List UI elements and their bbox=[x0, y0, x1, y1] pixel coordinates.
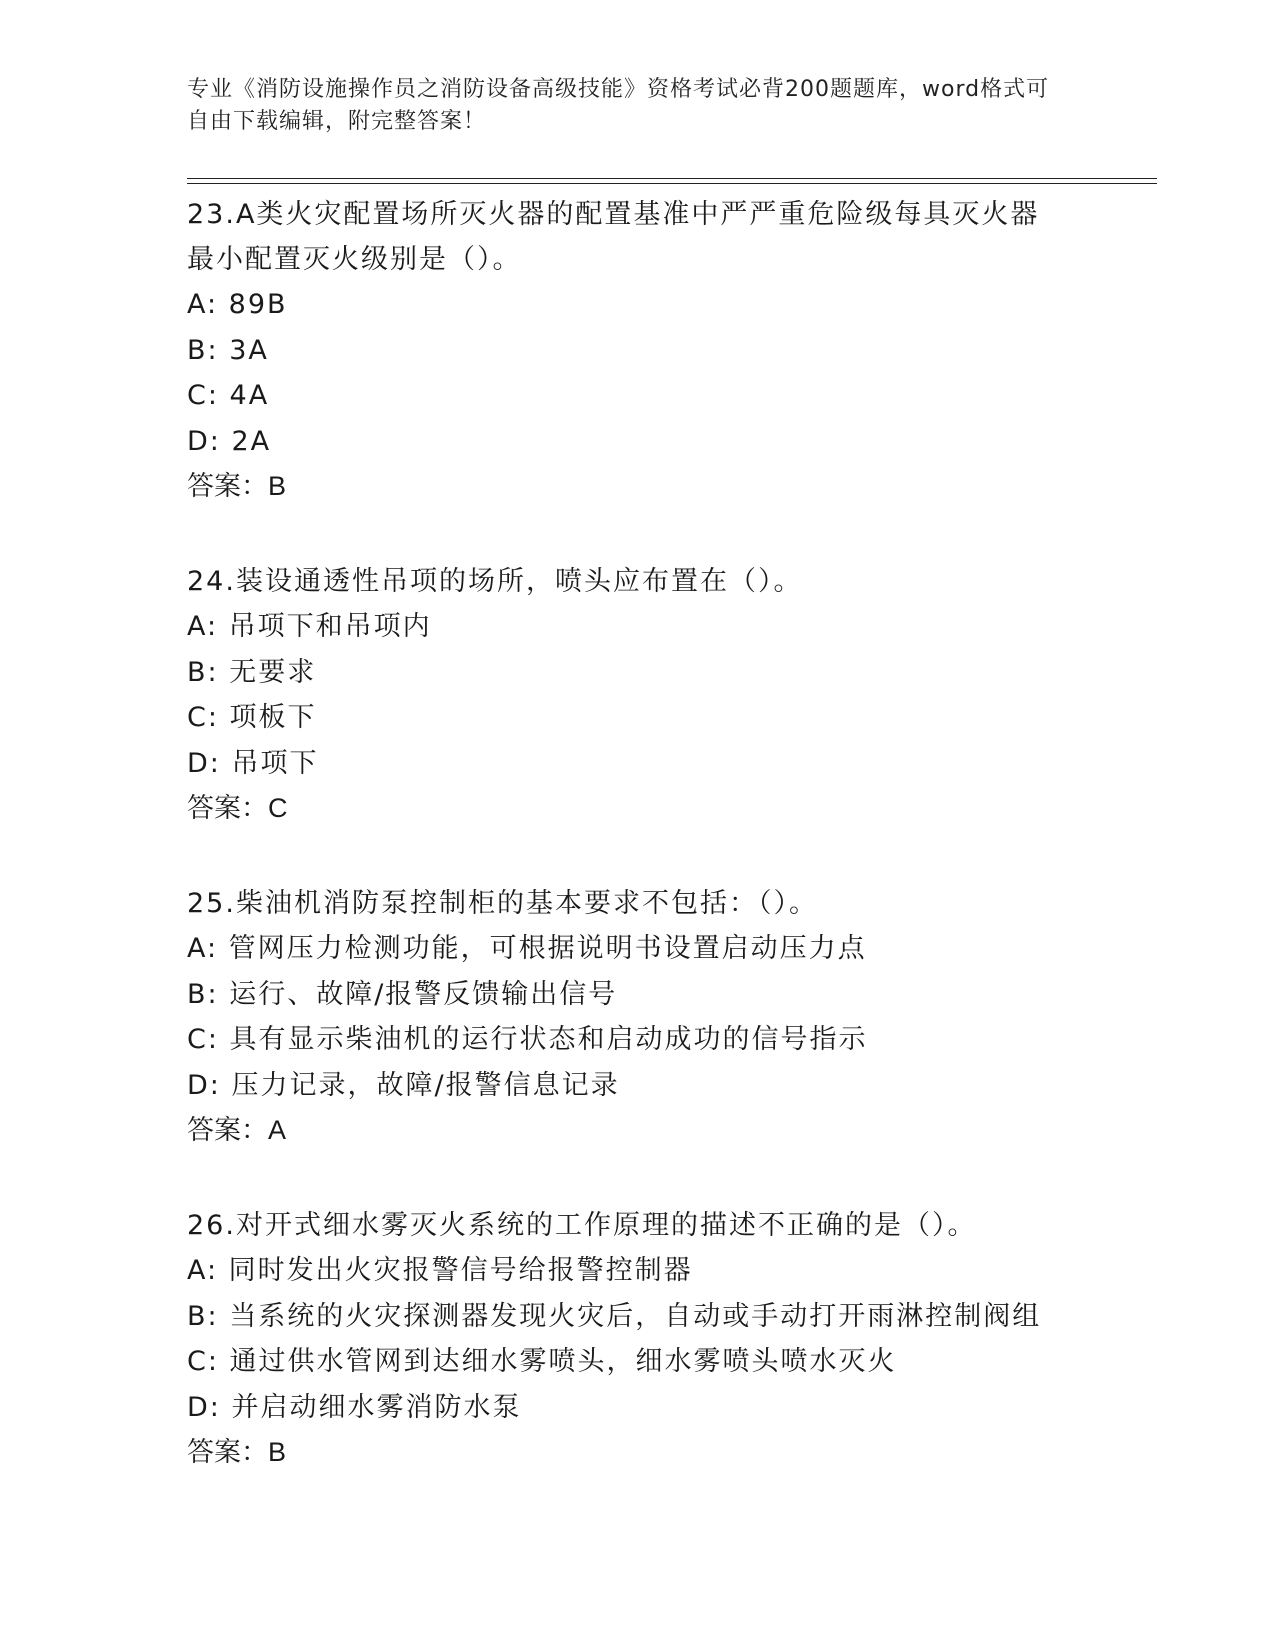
question-24 bbox=[187, 559, 1067, 831]
answer-line: 答案：B bbox=[187, 1437, 287, 1467]
option-b: B: 运行、故障/报警反馈输出信号 bbox=[187, 978, 618, 1010]
option-d: D: 压力记录，故障/报警信息记录 bbox=[187, 1069, 620, 1101]
option-d: D: 并启动细水雾消防水泵 bbox=[187, 1391, 522, 1423]
question-stem: 24.装设通透性吊项的场所，喷头应布置在（）。 bbox=[187, 566, 803, 597]
question-stem: 23.A类火灾配置场所灭火器的配置基准中严严重危险级每具灭火器最小配置灭火级别是（）。 bbox=[187, 199, 1040, 275]
answer-line: 答案：B bbox=[187, 471, 287, 501]
option-d: D: 吊项下 bbox=[187, 747, 319, 779]
option-d: D: 2A bbox=[187, 425, 272, 457]
option-c: C: 具有显示柴油机的运行状态和启动成功的信号指示 bbox=[187, 1024, 868, 1055]
option-a: A: 吊项下和吊项内 bbox=[187, 611, 432, 642]
option-a: A: 同时发出火灾报警信号给报警控制器 bbox=[187, 1255, 693, 1286]
header-divider-top bbox=[187, 178, 1157, 179]
question-26 bbox=[187, 1203, 1067, 1475]
question-stem: 26.对开式细水雾灭火系统的工作原理的描述不正确的是（）。 bbox=[187, 1210, 977, 1241]
option-b: B: 无要求 bbox=[187, 656, 317, 688]
option-c: C: 项板下 bbox=[187, 702, 317, 733]
question-list bbox=[187, 188, 1067, 1525]
document-header-description: 专业《消防设施操作员之消防设备高级技能》资格考试必背200题题库，word格式可自由下载编辑，附完整答案！ bbox=[187, 77, 1050, 134]
option-c: C: 通过供水管网到达细水雾喷头，细水雾喷头喷水灭火 bbox=[187, 1346, 897, 1377]
answer-line: 答案：A bbox=[187, 1115, 287, 1145]
option-a: A: 89B bbox=[187, 289, 288, 320]
option-a: A: 管网压力检测功能，可根据说明书设置启动压力点 bbox=[187, 933, 867, 964]
question-23 bbox=[187, 192, 1067, 509]
answer-line: 答案：C bbox=[187, 793, 288, 823]
question-25 bbox=[187, 881, 1067, 1153]
option-c: C: 4A bbox=[187, 380, 270, 411]
option-b: B: 3A bbox=[187, 334, 269, 366]
header-divider-bottom bbox=[187, 183, 1157, 184]
question-stem: 25.柴油机消防泵控制柜的基本要求不包括：（）。 bbox=[187, 888, 818, 919]
option-b: B: 当系统的火灾探测器发现火灾后，自动或手动打开雨淋控制阀组 bbox=[187, 1300, 1042, 1332]
